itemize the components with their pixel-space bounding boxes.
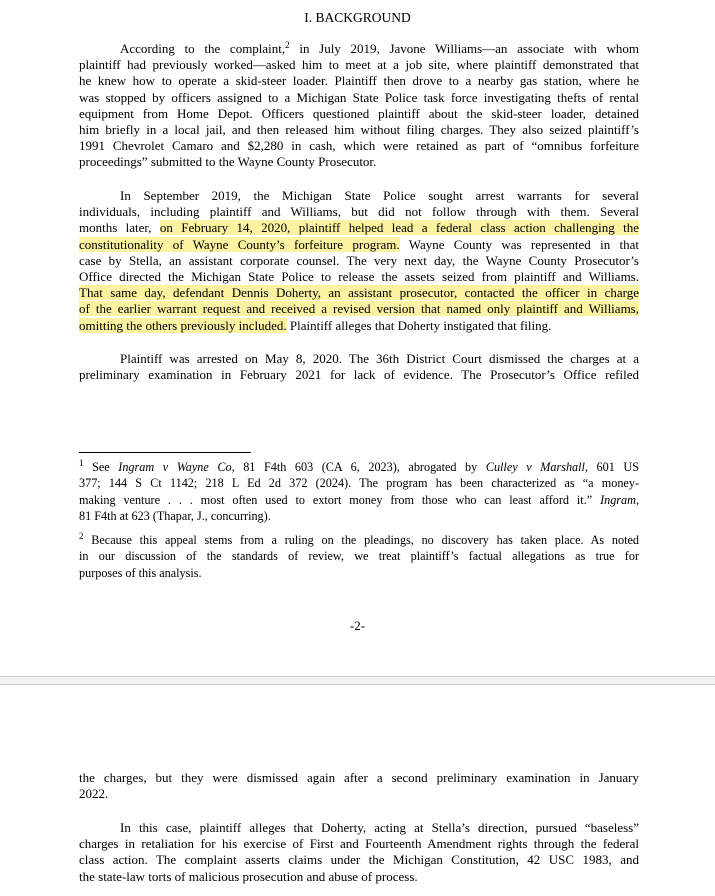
- text-line: he knew how to operate a skid-steer loader. Plaintiff then drove to a nearby gas station, where he: [79, 73, 639, 89]
- highlighted-text: of the earlier warrant request and received a revised version that named only plaintiff and Williams,: [79, 301, 639, 317]
- text-line: constitutionality of Wayne County’s forfeiture program. Wayne County was represented in that: [79, 236, 639, 252]
- text-line: the charges, but they were dismissed again after a second preliminary examination in January: [79, 770, 639, 785]
- case-citation: Ingram: [600, 492, 636, 507]
- footnote-2: [79, 532, 639, 581]
- text-line: omitting the others previously included. Plaintiff alleges that Doherty instigated that filing.: [79, 317, 552, 333]
- text-line: $^1$ See Ingram v Wayne Co, 81 F4th 603 (CA 6, 2023), abrogated by Culley v Marshall, 601 US: [79, 458, 639, 474]
- text-line: the state-law torts of malicious prosecution and abuse of process.: [79, 868, 418, 884]
- paragraph-claims: [79, 820, 639, 885]
- text-line: Plaintiff was arrested on May 8, 2020. The 36th District Court dismissed the charges at a: [120, 351, 639, 366]
- text-line: equipment from Home Depot. Officers questioned plaintiff about the skid-steer loader, detained: [79, 105, 639, 121]
- text-line: 81 F4th at 623 (Thapar, J., concurring).: [79, 508, 271, 523]
- paragraph-continuation: [79, 770, 639, 802]
- text-line: him briefly in a local jail, and then released him without filing charges. They also seized plaintiff’s: [79, 122, 639, 138]
- text-line: According to the complaint,$^2$ in July 2019, Javone Williams—an associate with whom: [120, 40, 639, 56]
- highlighted-text: That same day, defendant Dennis Doherty, an assistant prosecutor, contacted the officer in charge: [79, 285, 639, 301]
- text-line: Office directed the Michigan State Police to release the assets seized from plaintiff and Williams.: [79, 269, 639, 285]
- text-line: proceedings” submitted to the Wayne County Prosecutor.: [79, 154, 377, 170]
- text-line: [79, 301, 639, 317]
- page-number: -2-: [349, 618, 366, 633]
- case-citation: Culley v Marshall: [485, 460, 585, 474]
- text-line: was stopped by officers assigned to a Michigan State Police task force investigating thefts of rental: [79, 89, 639, 105]
- text-line: In this case, plaintiff alleges that Doherty, acting at Stella’s direction, pursued “baseless”: [120, 820, 639, 835]
- text-line: class action. The complaint asserts claims under the Michigan Constitution, 42 USC 1983, and: [79, 852, 639, 868]
- text-line: 2022.: [79, 786, 109, 802]
- text-line: making venture . . . most often used to extort money from those who can least afford it.” Ingram,: [79, 492, 639, 507]
- text-line: individuals, including plaintiff and Williams, but did not follow through with them. Several: [79, 204, 639, 220]
- page-break: [0, 676, 715, 685]
- footnote-1: [79, 459, 639, 524]
- text-line: In September 2019, the Michigan State Police sought arrest warrants for several: [120, 188, 639, 203]
- text-line: purposes of this analysis.: [79, 565, 202, 580]
- section-heading: I. BACKGROUND: [304, 10, 411, 25]
- text-line: in our discussion of the standards of review, we treat plaintiff’s factual allegations as true for: [79, 549, 639, 564]
- text-line: case by Stella, an assistant corporate counsel. The very next day, the Wayne County Prosecutor’s: [79, 252, 639, 268]
- paragraph-background-3: [79, 351, 639, 383]
- highlighted-text: omitting the others previously included.: [79, 317, 287, 333]
- text-line: $^2$ Because this appeal stems from a ruling on the pleadings, no discovery has taken place. As noted: [79, 531, 639, 547]
- text-line: 1991 Chevrolet Camaro and $2,280 in cash, which were retained as part of “omnibus forfeiture: [79, 138, 639, 154]
- paragraph-background-2: [79, 188, 639, 334]
- paragraph-background-1: [79, 41, 639, 171]
- text-line: preliminary examination in February 2021 for lack of evidence. The Prosecutor’s Office refiled: [79, 367, 639, 383]
- text-line: [79, 285, 639, 301]
- footnote-number: 1: [79, 458, 84, 468]
- highlighted-text: constitutionality of Wayne County’s forfeiture program.: [79, 236, 400, 252]
- text-line: charges in retaliation for his exercise of First and Fourteenth Amendment rights through the federal: [79, 836, 639, 852]
- text-line: 377; 144 S Ct 1142; 218 L Ed 2d 372 (2024). The program has been characterized as “a money-: [79, 476, 639, 491]
- text-line: months later, on February 14, 2020, plaintiff helped lead a federal class action challenging the: [79, 220, 639, 236]
- case-citation: Ingram v Wayne Co: [118, 460, 232, 474]
- footnote-ref-2[interactable]: 2: [285, 40, 290, 50]
- footnote-number: 2: [79, 531, 84, 541]
- highlighted-text: on February 14, 2020, plaintiff helped lead a federal class action challenging the: [159, 220, 639, 236]
- text-line: plaintiff had previously worked—asked him to meet at a job site, where plaintiff demonstrated that: [79, 57, 639, 73]
- footnote-divider: [79, 452, 251, 453]
